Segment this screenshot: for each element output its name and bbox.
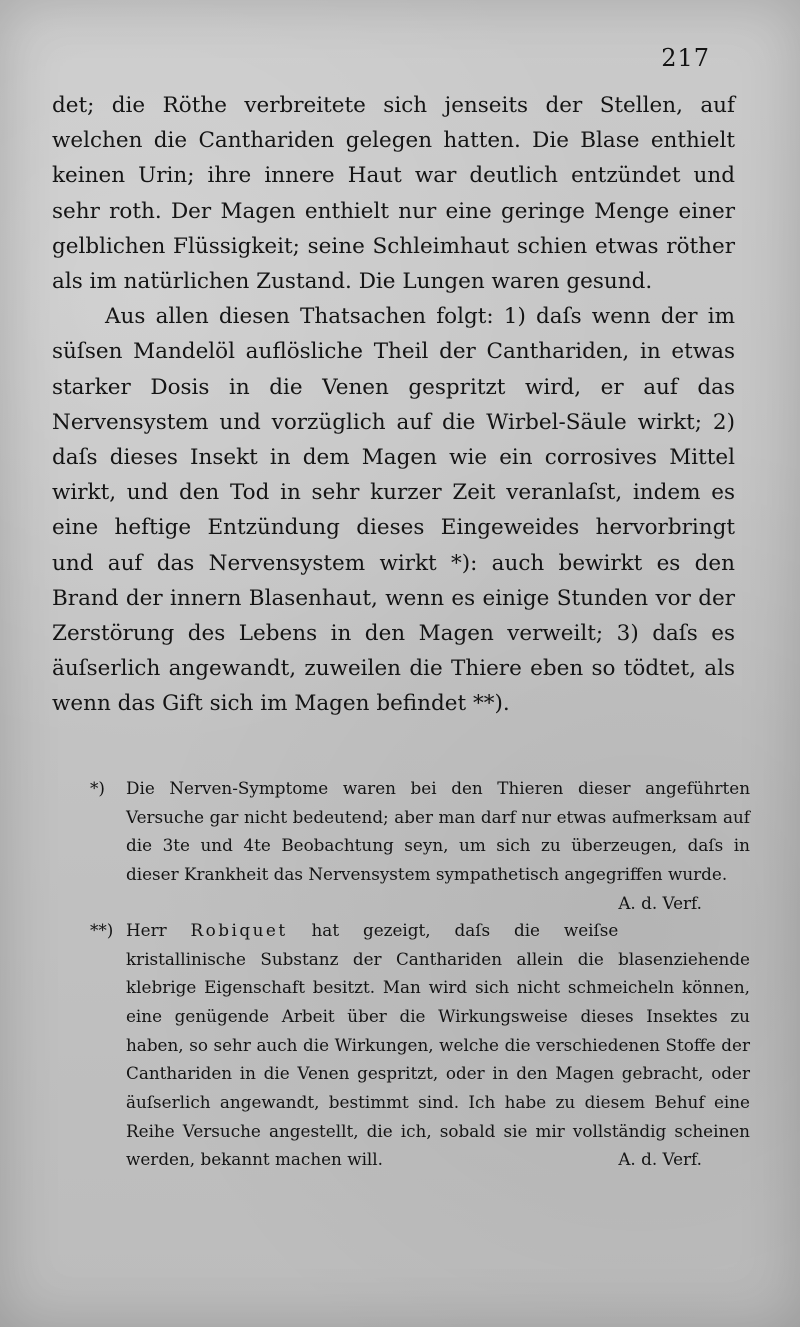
page-number: 217 xyxy=(661,44,710,72)
footnote-2 xyxy=(90,916,750,1174)
paragraph-continued: det; die Röthe verbreitete sich jenseits der Stellen, auf welchen die Canthariden gelegen hatten. Die Blase enthielt keinen Urin; ihre innere Haut war deutlich entzündet und sehr roth. Der Magen enthielt nur eine geringe Menge einer gelblichen Flüssigkeit; seine Schleimhaut schien etwas röther als im natürlichen Zustand. Die Lungen waren gesund. xyxy=(52,93,735,295)
footnotes xyxy=(90,774,750,1174)
footnote-1-mark: *) xyxy=(90,778,105,798)
footnote-2-mark: **) xyxy=(90,919,114,940)
footnote-1-text: Die Nerven-Symptome waren bei den Thieren dieser angeführten Versuche gar nicht bedeutend; aber man darf nur etwas aufmerksam auf die 3te und 4te Beobachtung seyn, um sich zu überzeugen, daſs in dieser Krankheit das Nervensystem sympathetisch angegriffen wurde. xyxy=(126,778,750,885)
footnote-2-prefix: Herr xyxy=(126,919,167,940)
footnote-2-author-name: Robiquet xyxy=(190,919,288,940)
footnote-2-text: hat gezeigt, daſs die weiſse kristallinische Substanz der Canthariden allein die blasenziehende klebrige Eigenschaft besitzt. Man wird sich nicht schmeicheln können, eine genügende Arbeit über die Wirkungsweise dieses Insektes zu haben, so sehr auch die Wirkungen, welche die verschiedenen Stoffe der Canthariden in die Venen gespritzt, oder in den Magen gebracht, oder äuſserlich angewandt, bestimmt sind. Ich habe zu diesem Behuf eine Reihe Versuche angestellt, die ich, sobald sie mir vollständig scheinen werden, bekannt machen will. xyxy=(126,919,750,1170)
footnote-1 xyxy=(90,774,750,913)
footnote-1-signature: A. d. Verf. xyxy=(618,892,702,913)
main-text xyxy=(52,88,735,722)
footnote-2-signature: A. d. Verf. xyxy=(618,1149,702,1170)
paragraph-conclusions: Aus allen diesen Thatsachen folgt: 1) daſs wenn der im süſsen Mandelöl auflösliche Theil der Canthariden, in etwas starker Dosis in die Venen gespritzt wird, er auf das Nervensystem und vorzüglich auf die Wirbel-Säule wirkt; 2) daſs dieses Insekt in dem Magen wie ein corrosives Mittel wirkt, und den Tod in sehr kurzer Zeit veranlaſst, indem es eine heftige Entzündung dieses Eingeweides hervorbringt und auf das Nervensystem wirkt *): auch bewirkt es den Brand der innern Blasenhaut, wenn es einige Stunden vor der Zerstörung des Lebens in den Magen verweilt; 3) daſs es äuſserlich angewandt, zuweilen die Thiere eben so tödtet, als wenn das Gift sich im Magen befindet **). xyxy=(52,304,735,717)
